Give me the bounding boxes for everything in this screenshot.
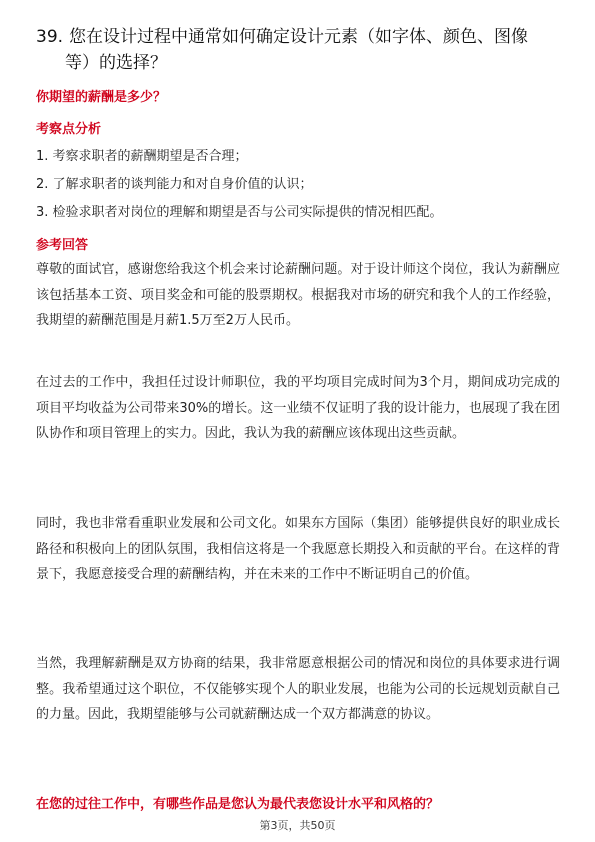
reference-paragraph-4: 当然，我理解薪酬是双方协商的结果，我非常愿意根据公司的情况和岗位的具体要求进行调整。我希望通过这个职位，不仅能够实现个人的职业发展，也能为公司的长远规划贡献自己的力量。因此，我期望能够与公司就薪酬达成一个双方都满意的协议。: [36, 656, 560, 722]
analysis-point-2: 2. 了解求职者的谈判能力和对自身价值的认识；: [36, 177, 313, 192]
reference-paragraph-3: 同时，我也非常看重职业发展和公司文化。如果东方国际（集团）能够提供良好的职业成长路径和积极向上的团队氛围，我相信这将是一个我愿意长期投入和贡献的平台。在这样的背景下，我愿意接受合理的薪酬结构，并在未来的工作中不断证明自己的价值。: [36, 516, 560, 582]
sub-question: 你期望的薪酬是多少？: [36, 90, 167, 105]
analysis-heading: 考察点分析: [36, 122, 102, 137]
analysis-point-3: 3. 检验求职者对岗位的理解和期望是否与公司实际提供的情况相匹配。: [36, 205, 443, 220]
reference-paragraph-1: 尊敬的面试官，感谢您给我这个机会来讨论薪酬问题。对于设计师这个岗位，我认为薪酬应该包括基本工资、项目奖金和可能的股票期权。根据我对市场的研究和我个人的工作经验，我期望的薪酬范围是月薪1.5万至2万人民币。: [36, 262, 560, 328]
next-question: 在您的过往工作中，有哪些作品是您认为最代表您设计水平和风格的？: [36, 797, 440, 812]
analysis-point-1: 1. 考察求职者的薪酬期望是否合理；: [36, 149, 248, 164]
reference-paragraph-2: 在过去的工作中，我担任过设计师职位，我的平均项目完成时间为3个月，期间成功完成的项目平均收益为公司带来30%的增长。这一业绩不仅证明了我的设计能力，也展现了我在团队协作和项目管理上的实力。因此，我认为我的薪酬应该体现出这些贡献。: [36, 375, 560, 441]
reference-heading: 参考回答: [36, 238, 89, 253]
question-text-line2: 等）的选择？: [65, 53, 167, 73]
question-text-line1: 您在设计过程中通常如何确定设计元素（如字体、颜色、图像: [69, 27, 529, 47]
question-number: 39.: [36, 27, 64, 47]
question-title: [36, 24, 566, 76]
page-footer: 第3页，共50页: [259, 819, 336, 832]
